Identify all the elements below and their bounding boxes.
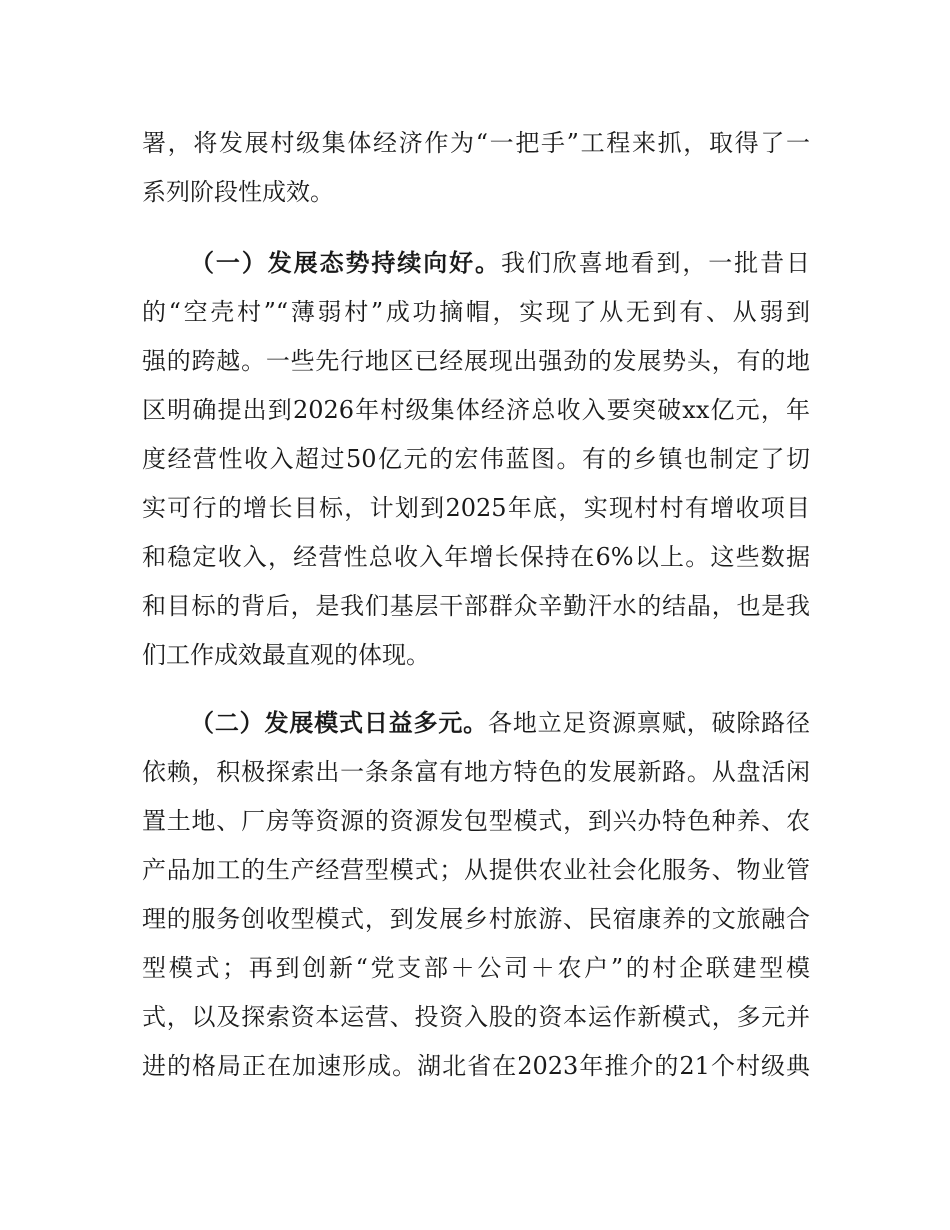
section1-heading: （一）发展态势持续向好。	[190, 249, 501, 277]
section1-text: 我们欣喜地看到，一批昔日	[500, 249, 810, 277]
paragraph-line: 和稳定收入，经营性总收入年增长保持在6%以上。这些数据	[142, 543, 810, 571]
paragraph-line: 区明确提出到2026年村级集体经济总收入要突破xx亿元，年	[142, 396, 810, 424]
paragraph-line: 强的跨越。一些先行地区已经展现出强劲的发展势头，有的地	[142, 347, 810, 375]
paragraph-line: 系列阶段性成效。	[142, 178, 334, 206]
paragraph-line: 式，以及探索资本运营、投资入股的资本运作新模式，多元并	[142, 1003, 810, 1031]
paragraph-line: 度经营性收入超过50亿元的宏伟蓝图。有的乡镇也制定了切	[142, 445, 810, 473]
paragraph-line: 们工作成效最直观的体现。	[142, 641, 430, 669]
paragraph-line: 和目标的背后，是我们基层干部群众辛勤汗水的结晶，也是我	[142, 592, 810, 620]
paragraph-line: 产品加工的生产经营型模式；从提供农业社会化服务、物业管	[142, 856, 810, 884]
paragraph-line: 理的服务创收型模式，到发展乡村旅游、民宿康养的文旅融合	[142, 905, 810, 933]
section1-first-line	[190, 248, 810, 278]
section2-heading: （二）发展模式日益多元。	[190, 709, 488, 737]
section2-first-line	[190, 708, 810, 738]
paragraph-line: 置土地、厂房等资源的资源发包型模式，到兴办特色种养、农	[142, 807, 810, 835]
paragraph-line: 的“空壳村”“薄弱村”成功摘帽，实现了从无到有、从弱到	[142, 298, 810, 326]
paragraph-line: 进的格局正在加速形成。湖北省在2023年推介的21个村级典	[142, 1052, 810, 1080]
paragraph-line: 依赖，积极探索出一条条富有地方特色的发展新路。从盘活闲	[142, 758, 810, 786]
paragraph-line: 署，将发展村级集体经济作为“一把手”工程来抓，取得了一	[142, 129, 810, 157]
section2-text: 各地立足资源禀赋，破除路径	[488, 709, 810, 737]
paragraph-line: 实可行的增长目标，计划到2025年底，实现村村有增收项目	[142, 494, 810, 522]
paragraph-line: 型模式；再到创新“党支部＋公司＋农户”的村企联建型模	[142, 954, 810, 982]
